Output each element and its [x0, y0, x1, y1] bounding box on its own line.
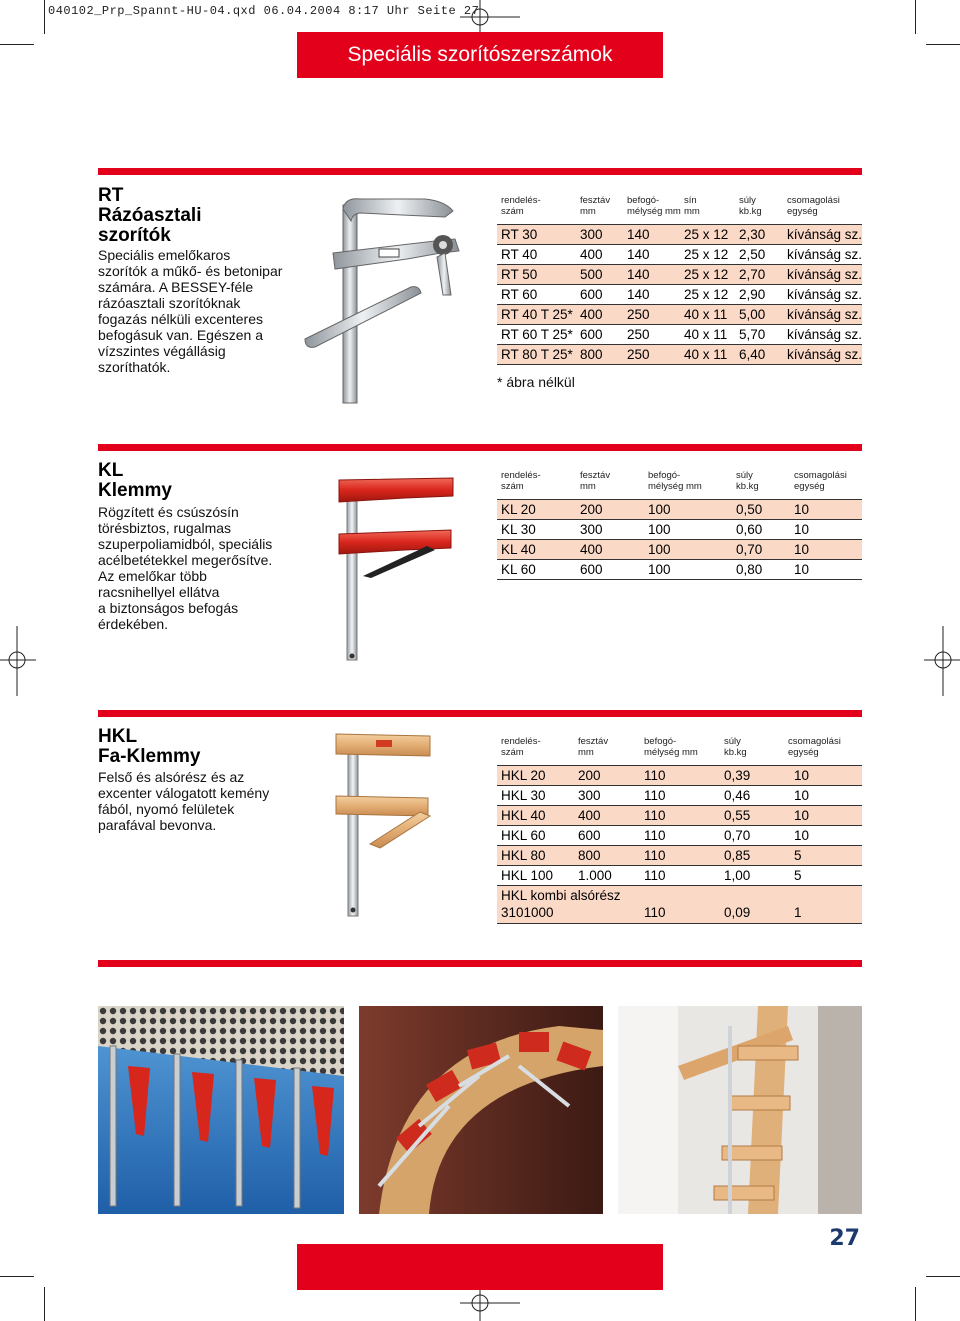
table-cell: 40 x 11	[684, 307, 728, 322]
table-cell: 1,00	[724, 868, 751, 883]
header-cell	[788, 736, 841, 758]
crop-mark	[915, 0, 916, 34]
desc-line: rázóasztali szorítóknak	[98, 295, 241, 311]
desc-line: Rögzített és csúszósín	[98, 504, 239, 520]
table-row	[497, 826, 862, 846]
table-cell: KL 60	[501, 562, 536, 577]
crop-mark	[915, 1287, 916, 1321]
header-cell	[724, 736, 747, 758]
table-cell: HKL 60	[501, 828, 546, 843]
desc-line: parafával bevonva.	[98, 817, 217, 833]
table-cell: 300	[580, 522, 603, 537]
desc-line: törésbiztos, rugalmas	[98, 520, 232, 536]
title-line: HKL	[98, 726, 138, 747]
table-row	[497, 560, 862, 580]
table-cell: 6,40	[739, 347, 766, 362]
title-line: Klemmy	[98, 480, 172, 501]
header-line: mélység mm	[648, 481, 702, 492]
table-cell: 5,00	[739, 307, 766, 322]
desc-line: Speciális emelőkaros	[98, 247, 231, 263]
desc-line: érdekében.	[98, 616, 169, 632]
table-cell: 100	[648, 502, 671, 517]
table-row	[497, 285, 862, 305]
header-line: fesztáv	[580, 470, 611, 481]
table-cell: 100	[648, 542, 671, 557]
desc-line: excenter válogatott kemény	[98, 785, 270, 801]
kl-table	[497, 469, 862, 580]
table-cell: 10	[794, 788, 810, 803]
section-divider	[98, 960, 862, 967]
table-cell: 0,39	[724, 768, 751, 783]
rt-clamp-image	[295, 195, 470, 405]
table-cell: RT 30	[501, 227, 538, 242]
table-cell: 250	[627, 307, 650, 322]
table-cell: 10	[794, 562, 810, 577]
table-cell: 100	[648, 522, 671, 537]
table-cell: 110	[644, 848, 666, 863]
table-cell: 400	[580, 307, 603, 322]
table-cell: 110	[644, 828, 666, 843]
header-line: befogó-	[648, 470, 681, 481]
table-cell: 2,50	[739, 247, 766, 262]
kombi-row	[497, 886, 862, 924]
table-cell: 600	[580, 327, 603, 342]
table-cell: 110	[644, 868, 666, 883]
table-cell: kívánság sz.	[787, 267, 863, 282]
crop-mark	[44, 0, 45, 34]
table-cell: 140	[627, 227, 650, 242]
table-row	[497, 500, 862, 520]
desc-line: fogazás nélküli excenteres	[98, 311, 263, 327]
header-cell	[794, 470, 847, 492]
rt-table	[497, 194, 863, 390]
section-divider	[98, 168, 862, 175]
desc-line: befogásuk van. Egészen a	[98, 327, 264, 343]
header-line: mm	[578, 747, 594, 758]
table-cell: 250	[627, 347, 650, 362]
crop-mark	[926, 44, 960, 45]
desc-line: a biztonságos befogás	[98, 600, 239, 616]
header-line: csomagolási	[794, 470, 847, 481]
table-cell: 600	[578, 828, 601, 843]
header-line: befogó-	[644, 736, 677, 747]
desc-line: fából, nyomó felületek	[98, 801, 235, 817]
table-header	[497, 469, 862, 500]
table-cell: 800	[580, 347, 603, 362]
table-row	[497, 766, 862, 786]
title-line: Fa-Klemmy	[98, 746, 201, 767]
table-cell: 0,80	[736, 562, 763, 577]
header-line: kb.kg	[736, 481, 759, 492]
header-line: szám	[501, 747, 524, 758]
table-cell: 600	[580, 287, 603, 302]
table-row	[497, 305, 862, 325]
section-divider	[98, 710, 862, 717]
header-line: súly	[724, 736, 741, 747]
table-cell: 10	[794, 542, 810, 557]
header-line: mm	[580, 481, 596, 492]
desc-line: Az emelőkar több	[98, 568, 207, 584]
table-cell: 500	[580, 267, 603, 282]
table-row	[497, 325, 862, 345]
header-line: csomagolási	[787, 195, 840, 206]
table-cell: 140	[627, 287, 650, 302]
table-cell: 10	[794, 828, 810, 843]
table-cell: RT 60 T 25*	[501, 327, 573, 342]
table-cell: 140	[627, 267, 650, 282]
header-line: kb.kg	[724, 747, 747, 758]
header-line: fesztáv	[580, 195, 611, 206]
header-cell	[739, 195, 762, 217]
table-body	[497, 500, 862, 580]
table-cell: HKL 30	[501, 788, 546, 803]
table-cell: 800	[578, 848, 601, 863]
table-header	[497, 735, 862, 766]
table-cell: 0,46	[724, 788, 751, 803]
header-cell	[578, 736, 608, 758]
table-cell: 600	[580, 562, 603, 577]
table-cell: 25 x 12	[684, 267, 729, 282]
table-cell: 0,70	[736, 542, 763, 557]
table-cell: HKL 40	[501, 808, 546, 823]
header-line: súly	[736, 470, 753, 481]
table-cell: kívánság sz.	[787, 287, 863, 302]
header-line: egység	[788, 747, 819, 758]
crop-mark	[44, 1287, 45, 1321]
header-cell	[627, 195, 681, 217]
table-row	[497, 846, 862, 866]
table-cell: 0,09	[724, 905, 751, 920]
kombi-label: HKL kombi alsórész	[501, 888, 621, 903]
table-cell: 1.000	[578, 868, 612, 883]
desc-line: szorítók a műkő- és betonipar	[98, 263, 283, 279]
hkl-title	[98, 727, 200, 767]
header-cell	[648, 470, 702, 492]
table-cell: 1	[794, 905, 802, 920]
table-cell: 100	[648, 562, 671, 577]
kl-description	[98, 504, 298, 632]
hkl-table	[497, 735, 862, 924]
table-cell: 25 x 12	[684, 247, 729, 262]
header-cell	[501, 195, 541, 217]
hkl-description	[98, 769, 298, 833]
desc-line: acélbetétekkel megerősítve.	[98, 552, 273, 568]
table-cell: 0,50	[736, 502, 763, 517]
table-cell: 110	[644, 768, 666, 783]
header-line: szám	[501, 481, 524, 492]
table-cell: HKL 80	[501, 848, 546, 863]
header-cell	[644, 736, 698, 758]
section-divider	[98, 444, 862, 451]
table-cell: 300	[580, 227, 603, 242]
rt-footnote: * ábra nélkül	[497, 374, 575, 390]
table-cell: KL 20	[501, 502, 536, 517]
table-cell: 400	[578, 808, 601, 823]
header-cell	[501, 736, 541, 758]
table-cell: 300	[578, 788, 601, 803]
header-cell	[684, 195, 700, 217]
header-line: egység	[787, 206, 818, 217]
header-line: mm	[580, 206, 596, 217]
table-cell: 200	[580, 502, 603, 517]
crop-mark	[0, 1276, 34, 1277]
table-cell: RT 40 T 25*	[501, 307, 573, 322]
table-cell: RT 40	[501, 247, 538, 262]
table-cell: 400	[580, 247, 603, 262]
table-cell: 25 x 12	[684, 227, 729, 242]
table-cell: 5,70	[739, 327, 766, 342]
table-cell: 5	[794, 848, 802, 863]
hkl-clamp-image	[330, 728, 435, 920]
registration-mark-icon	[460, 0, 520, 34]
title-line: Rázóasztali	[98, 205, 202, 226]
table-cell: kívánság sz.	[787, 227, 863, 242]
desc-line: számára. A BESSEY-féle	[98, 279, 254, 295]
table-cell: RT 50	[501, 267, 538, 282]
table-cell: 40 x 11	[684, 327, 728, 342]
table-cell: 0,70	[724, 828, 751, 843]
table-cell: 110	[644, 788, 666, 803]
table-cell: 2,70	[739, 267, 766, 282]
desc-line: Felső és alsórész és az	[98, 769, 245, 785]
header-cell	[580, 470, 610, 492]
table-cell: RT 80 T 25*	[501, 347, 573, 362]
header-line: szám	[501, 206, 524, 217]
crop-mark	[0, 44, 34, 45]
registration-mark-icon	[460, 1287, 520, 1321]
table-cell: KL 40	[501, 542, 536, 557]
desc-line: szoríthatók.	[98, 359, 171, 375]
table-cell: 2,30	[739, 227, 766, 242]
table-cell: 200	[578, 768, 601, 783]
table-cell: 40 x 11	[684, 347, 728, 362]
table-cell: 400	[580, 542, 603, 557]
page-number: 27	[829, 1226, 860, 1251]
header-line: sín	[684, 195, 697, 206]
desc-line: vízszintes végállásig	[98, 343, 226, 359]
table-cell: HKL 20	[501, 768, 546, 783]
bottom-red-bar	[297, 1244, 663, 1290]
header-line: mm	[684, 206, 700, 217]
table-cell: HKL 100	[501, 868, 554, 883]
header-line: rendelés-	[501, 470, 541, 481]
table-row	[497, 866, 862, 886]
table-cell: 10	[794, 768, 810, 783]
table-row	[497, 786, 862, 806]
table-body	[497, 766, 862, 886]
page-banner	[297, 32, 663, 78]
header-line: rendelés-	[501, 195, 541, 206]
table-cell: RT 60	[501, 287, 538, 302]
table-cell: 25 x 12	[684, 287, 729, 302]
table-cell: 110	[644, 808, 666, 823]
desc-line: szuperpoliamidból, speciális	[98, 536, 273, 552]
header-cell	[787, 195, 840, 217]
kl-title	[98, 461, 172, 501]
table-cell: kívánság sz.	[787, 247, 863, 262]
photo-steel-mesh-clamps	[98, 1006, 344, 1214]
title-line: KL	[98, 460, 124, 481]
table-cell: kívánság sz.	[787, 307, 863, 322]
kl-clamp-image	[335, 474, 465, 664]
header-line: egység	[794, 481, 825, 492]
header-line: befogó-	[627, 195, 660, 206]
photo-wooden-clamps	[618, 1006, 862, 1214]
table-cell: 10	[794, 522, 810, 537]
table-row	[497, 806, 862, 826]
table-cell: 250	[627, 327, 650, 342]
desc-line: racsnihellyel ellátva	[98, 584, 220, 600]
header-line: csomagolási	[788, 736, 841, 747]
table-row	[497, 520, 862, 540]
table-row	[497, 225, 862, 245]
table-cell: 0,55	[724, 808, 751, 823]
header-line: súly	[739, 195, 756, 206]
header-line: mélység mm	[644, 747, 698, 758]
table-row	[497, 345, 862, 365]
table-cell: kívánság sz.	[787, 327, 863, 342]
header-line: mélység mm	[627, 206, 681, 217]
header-line: rendelés-	[501, 736, 541, 747]
table-cell: 5	[794, 868, 802, 883]
registration-mark-icon	[924, 626, 960, 696]
table-cell: 0,60	[736, 522, 763, 537]
table-row	[497, 265, 862, 285]
header-cell	[736, 470, 759, 492]
banner-title: Speciális szorítószerszámok	[347, 43, 613, 66]
title-line: RT	[98, 185, 124, 206]
crop-mark	[926, 1276, 960, 1277]
header-cell	[501, 470, 541, 492]
photo-round-frame-clamps	[359, 1006, 603, 1214]
title-line: szorítók	[98, 225, 171, 246]
header-line: fesztáv	[578, 736, 609, 747]
registration-mark-icon	[0, 626, 36, 696]
table-row	[497, 245, 862, 265]
table-cell: kívánság sz.	[787, 347, 863, 362]
table-cell: 0,85	[724, 848, 751, 863]
table-cell: 2,90	[739, 287, 766, 302]
file-slug: 040102_Prp_Spannt-HU-04.qxd 06.04.2004 8:17 Uhr Seite 27	[48, 4, 480, 18]
rt-description	[98, 247, 298, 375]
table-row	[497, 540, 862, 560]
header-line: kb.kg	[739, 206, 762, 217]
table-cell: 110	[644, 905, 666, 920]
table-header	[497, 194, 862, 225]
table-cell: KL 30	[501, 522, 536, 537]
rt-title	[98, 186, 201, 246]
table-body	[497, 225, 862, 365]
table-cell: 140	[627, 247, 650, 262]
table-cell: 3101000	[501, 905, 554, 920]
table-cell: 10	[794, 502, 810, 517]
table-cell: 10	[794, 808, 810, 823]
header-cell	[580, 195, 610, 217]
